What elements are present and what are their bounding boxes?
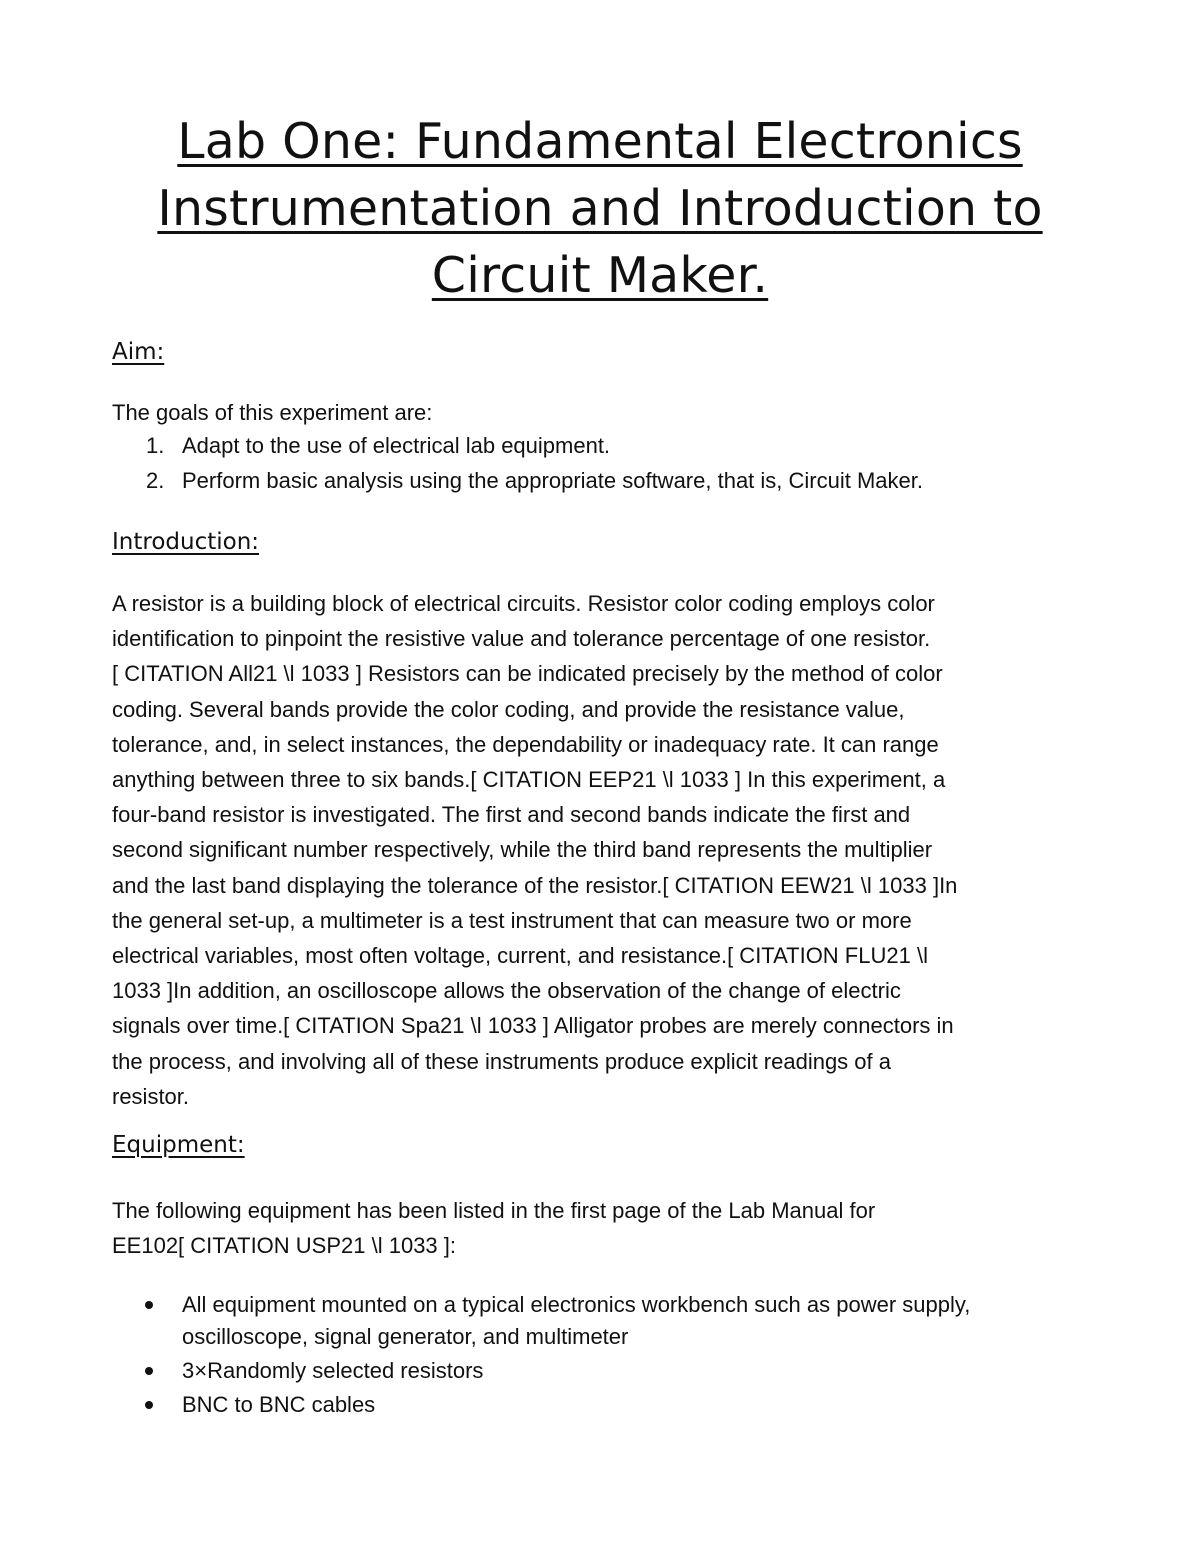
paragraph-line: [ CITATION All21 \l 1033 ] Resistors can be indicated precisely by the method of color (112, 661, 943, 687)
paragraph-line: coding. Several bands provide the color coding, and provide the resistance value, (112, 696, 905, 722)
equipment-list (112, 1289, 970, 1423)
paragraph-line: tolerance, and, in select instances, the dependability or inadequacy rate. It can range (112, 731, 939, 757)
paragraph-line: and the last band displaying the tolerance of the resistor.[ CITATION EEW21 \l 1033 ]In (112, 872, 958, 898)
title-line: Circuit Maker. (431, 247, 769, 304)
list-item-text: All equipment mounted on a typical electronics workbench such as power supply, (182, 1292, 971, 1317)
paragraph-line: the general set-up, a multimeter is a test instrument that can measure two or more (112, 907, 912, 933)
paragraph-line: identification to pinpoint the resistive value and tolerance percentage of one resistor. (112, 626, 931, 652)
title-line: Lab One: Fundamental Electronics (177, 113, 1023, 170)
paragraph-line: the process, and involving all of these instruments produce explicit readings of a (112, 1048, 891, 1074)
paragraph-line: four-band resistor is investigated. The first and second bands indicate the first and (112, 802, 911, 828)
list-item-text: BNC to BNC cables (182, 1392, 376, 1417)
bullet-icon (145, 1401, 153, 1409)
bullet-icon (145, 1367, 153, 1375)
list-item-text: 3×Randomly selected resistors (182, 1358, 484, 1383)
list-item (112, 463, 923, 498)
paragraph-line: signals over time.[ CITATION Spa21 \l 1033 ] Alligator probes are merely connectors in (112, 1013, 954, 1039)
aim-goals-list (112, 428, 923, 498)
list-item-text: Perform basic analysis using the appropriate software, that is, Circuit Maker. (182, 468, 923, 493)
paragraph-line: resistor. (112, 1083, 190, 1109)
paragraph-line: A resistor is a building block of electrical circuits. Resistor color coding employs color (112, 591, 935, 616)
aim-heading: Aim: (112, 339, 165, 365)
introduction-heading: Introduction: (112, 529, 260, 555)
document-title (100, 108, 1100, 309)
paragraph-line: 1033 ]In addition, an oscilloscope allows the observation of the change of electric (112, 978, 901, 1004)
introduction-paragraph (112, 586, 1102, 1114)
list-number: 2. (146, 468, 165, 493)
paragraph-line: second significant number respectively, while the third band represents the multiplier (112, 837, 933, 863)
bullet-icon (145, 1301, 153, 1309)
paragraph-line: The following equipment has been listed in the first page of the Lab Manual for (112, 1198, 876, 1223)
paragraph-line: electrical variables, most often voltage, current, and resistance.[ CITATION FLU21 \l (112, 943, 928, 969)
list-item-text: oscilloscope, signal generator, and multimeter (182, 1324, 629, 1349)
list-item-text: Adapt to the use of electrical lab equipment. (182, 433, 611, 458)
list-item (112, 1389, 970, 1421)
paragraph-line: EE102[ CITATION USP21 \l 1033 ]: (112, 1233, 456, 1259)
equipment-intro (112, 1193, 1102, 1263)
aim-intro (112, 395, 1102, 430)
list-number: 1. (146, 433, 165, 458)
paragraph-line: anything between three to six bands.[ CITATION EEP21 \l 1033 ] In this experiment, a (112, 767, 946, 793)
list-item (112, 428, 923, 463)
list-item (112, 1355, 970, 1387)
title-line: Instrumentation and Introduction to (157, 180, 1043, 237)
aim-intro-text: The goals of this experiment are: (112, 400, 433, 425)
equipment-heading: Equipment: (112, 1132, 245, 1158)
list-item (112, 1289, 970, 1353)
